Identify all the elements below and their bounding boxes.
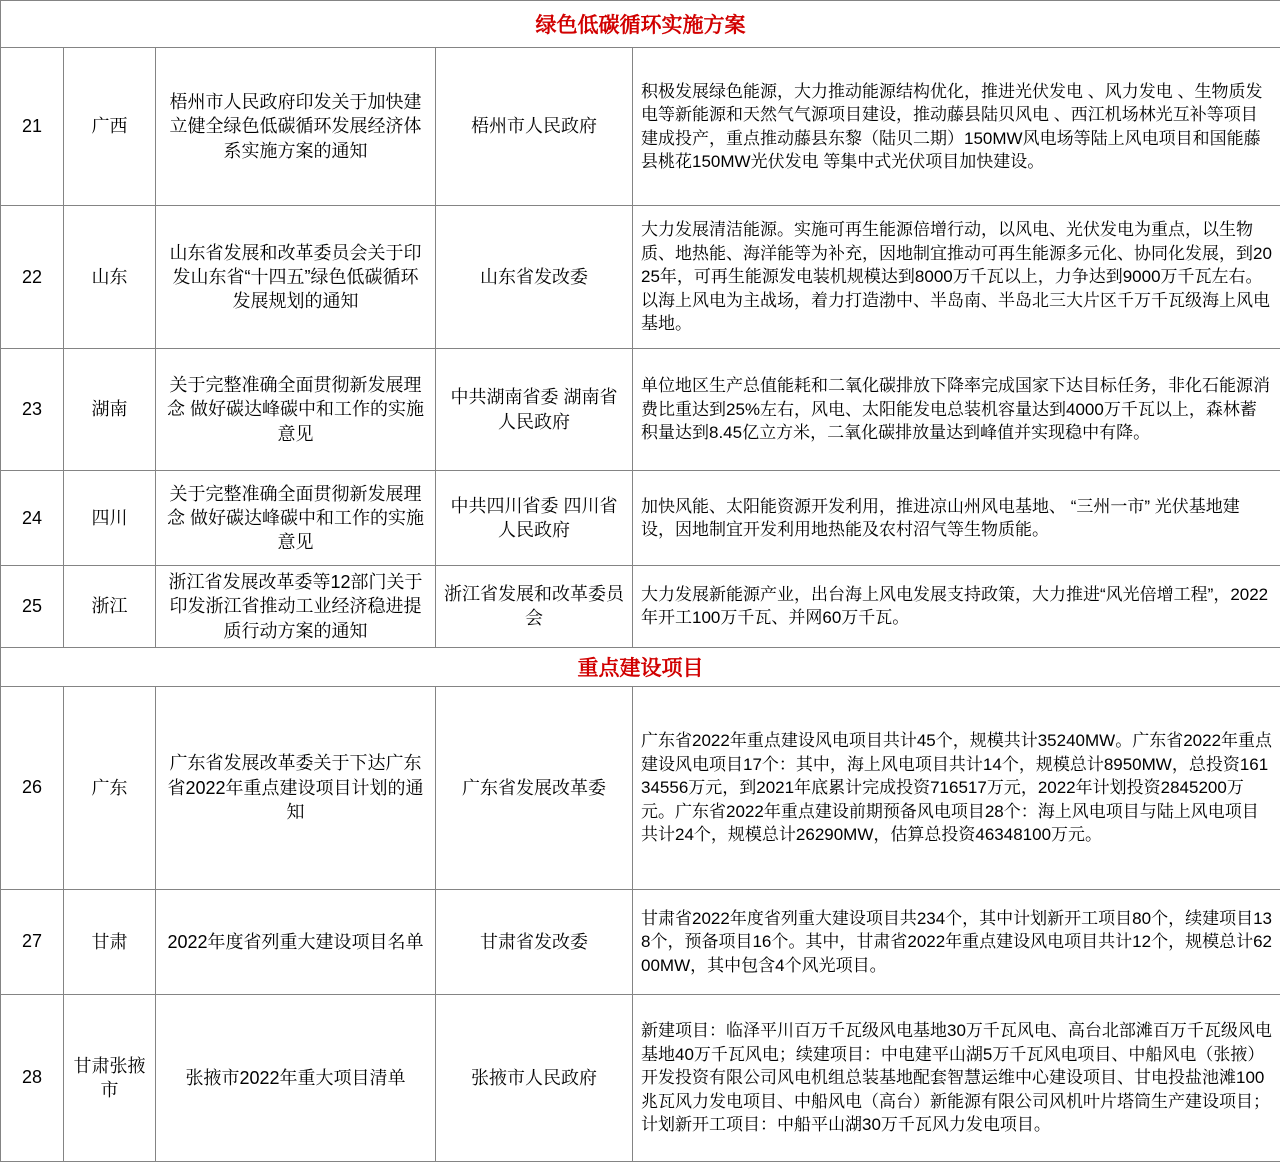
region-cell: 甘肃 (64, 889, 156, 994)
table-row (1, 48, 1280, 206)
table-row (1, 566, 1280, 648)
content-cell: 甘肃省2022年度省列重大建设项目共234个，其中计划新开工项目80个，续建项目138个，预备项目16个。其中，甘肃省2022年重点建设风电项目共计12个，规模总计6200MW，其中包含4个风光项目。 (633, 889, 1280, 994)
row-number-cell: 21 (1, 48, 64, 206)
section-header-row (1, 647, 1280, 686)
document-title-cell: 浙江省发展改革委等12部门关于印发浙江省推动工业经济稳进提质行动方案的通知 (156, 566, 436, 648)
content-cell: 单位地区生产总值能耗和二氧化碳排放下降率完成国家下达目标任务，非化石能源消费比重达到25%左右，风电、太阳能发电总装机容量达到4000万千瓦以上，森林蓄积量达到8.45亿立方米，二氧化碳排放量达到峰值并实现稳中有降。 (633, 349, 1280, 471)
policy-table-body (1, 1, 1280, 1162)
region-cell: 广东 (64, 686, 156, 889)
issuing-agency-cell: 中共四川省委 四川省人民政府 (436, 471, 633, 566)
document-title-cell: 广东省发展改革委关于下达广东省2022年重点建设项目计划的通知 (156, 686, 436, 889)
issuing-agency-cell: 浙江省发展和改革委员会 (436, 566, 633, 648)
table-row (1, 471, 1280, 566)
region-cell: 山东 (64, 206, 156, 349)
table-row (1, 206, 1280, 349)
issuing-agency-cell: 中共湖南省委 湖南省人民政府 (436, 349, 633, 471)
table-row (1, 994, 1280, 1161)
section-header: 重点建设项目 (1, 647, 1280, 686)
document-title-cell: 梧州市人民政府印发关于加快建立健全绿色低碳循环发展经济体系实施方案的通知 (156, 48, 436, 206)
content-cell: 大力发展新能源产业，出台海上风电发展支持政策，大力推进“风光倍增工程”，2022年开工100万千瓦、并网60万千瓦。 (633, 566, 1280, 648)
row-number-cell: 22 (1, 206, 64, 349)
region-cell: 四川 (64, 471, 156, 566)
table-row (1, 889, 1280, 994)
row-number-cell: 27 (1, 889, 64, 994)
issuing-agency-cell: 梧州市人民政府 (436, 48, 633, 206)
document-title-cell: 张掖市2022年重大项目清单 (156, 994, 436, 1161)
row-number-cell: 26 (1, 686, 64, 889)
section-header: 绿色低碳循环实施方案 (1, 1, 1280, 48)
row-number-cell: 25 (1, 566, 64, 648)
issuing-agency-cell: 甘肃省发改委 (436, 889, 633, 994)
document-title-cell: 关于完整准确全面贯彻新发展理念 做好碳达峰碳中和工作的实施意见 (156, 349, 436, 471)
content-cell: 大力发展清洁能源。实施可再生能源倍增行动，以风电、光伏发电为重点，以生物质、地热能、海洋能等为补充，因地制宜推动可再生能源多元化、协同化发展，到2025年，可再生能源发电装机规模达到8000万千瓦以上，力争达到9000万千瓦左右。以海上风电为主战场，着力打造渤中、半岛南、半岛北三大片区千万千瓦级海上风电基地。 (633, 206, 1280, 349)
row-number-cell: 28 (1, 994, 64, 1161)
document-title-cell: 2022年度省列重大建设项目名单 (156, 889, 436, 994)
document-title-cell: 山东省发展和改革委员会关于印发山东省“十四五”绿色低碳循环发展规划的通知 (156, 206, 436, 349)
region-cell: 广西 (64, 48, 156, 206)
issuing-agency-cell: 广东省发展改革委 (436, 686, 633, 889)
region-cell: 浙江 (64, 566, 156, 648)
table-row (1, 349, 1280, 471)
section-header-row (1, 1, 1280, 48)
issuing-agency-cell: 山东省发改委 (436, 206, 633, 349)
content-cell: 新建项目：临泽平川百万千瓦级风电基地30万千瓦风电、高台北部滩百万千瓦级风电基地40万千瓦风电；续建项目：中电建平山湖5万千瓦风电项目、中船风电（张掖）开发投资有限公司风电机组总装基地配套智慧运维中心建设项目、甘电投盐池滩100兆瓦风力发电项目、中船风电（高台）新能源有限公司风机叶片塔筒生产建设项目；计划新开工项目：中船平山湖30万千瓦风力发电项目。 (633, 994, 1280, 1161)
content-cell: 积极发展绿色能源，大力推动能源结构优化，推进光伏发电 、风力发电 、生物质发电等新能源和天然气气源项目建设，推动藤县陆贝风电 、西江机场林光互补等项目建成投产，重点推动藤县东黎（陆贝二期）150MW风电场等陆上风电项目和国能藤县桃花150MW光伏发电 等集中式光伏项目加快建设。 (633, 48, 1280, 206)
content-cell: 广东省2022年重点建设风电项目共计45个，规模共计35240MW。广东省2022年重点建设风电项目17个：其中，海上风电项目共计14个，规模总计8950MW，总投资16134556万元，到2021年底累计完成投资716517万元，2022年计划投资2845200万元。广东省2022年重点建设前期预备风电项目28个：海上风电项目与陆上风电项目共计24个，规模总计26290MW，估算总投资46348100万元。 (633, 686, 1280, 889)
row-number-cell: 24 (1, 471, 64, 566)
document-title-cell: 关于完整准确全面贯彻新发展理念 做好碳达峰碳中和工作的实施意见 (156, 471, 436, 566)
row-number-cell: 23 (1, 349, 64, 471)
issuing-agency-cell: 张掖市人民政府 (436, 994, 633, 1161)
region-cell: 甘肃张掖市 (64, 994, 156, 1161)
table-row (1, 686, 1280, 889)
content-cell: 加快风能、太阳能资源开发利用，推进凉山州风电基地、 “三州一市” 光伏基地建设，因地制宜开发利用地热能及农村沼气等生物质能。 (633, 471, 1280, 566)
region-cell: 湖南 (64, 349, 156, 471)
